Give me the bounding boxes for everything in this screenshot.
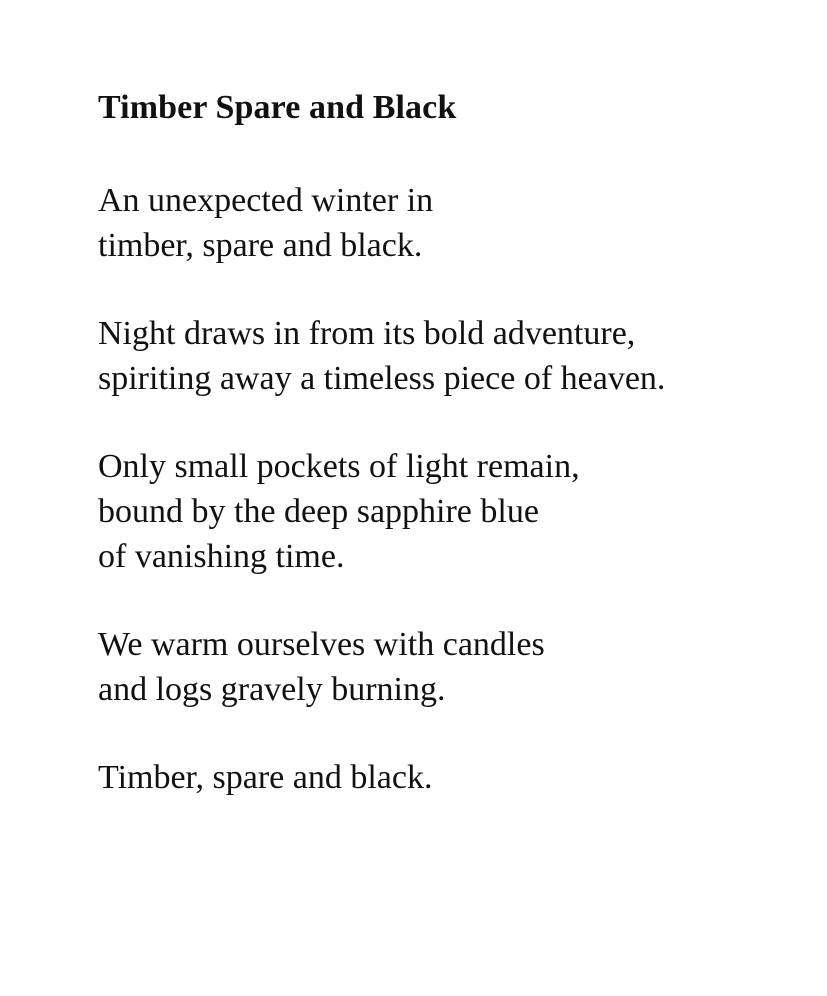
- poem-line: and logs gravely burning.: [98, 671, 446, 708]
- poem-line: bound by the deep sapphire blue: [98, 493, 539, 530]
- stanza-4: [98, 622, 798, 712]
- stanza-1: [98, 178, 798, 268]
- poem-line: spiriting away a timeless piece of heaven.: [98, 360, 666, 397]
- poem-title: Timber Spare and Black: [98, 89, 457, 126]
- poem-line: We warm ourselves with candles: [98, 626, 545, 663]
- poem-line: Timber, spare and black.: [98, 759, 433, 796]
- poem-line: of vanishing time.: [98, 538, 345, 575]
- poem-line: timber, spare and black.: [98, 227, 423, 264]
- stanza-2: [98, 311, 798, 401]
- poem-line: Only small pockets of light remain,: [98, 448, 580, 485]
- stanza-3: [98, 444, 798, 579]
- poem-page: [98, 86, 798, 843]
- poem-body: [98, 178, 798, 800]
- poem-line: An unexpected winter in: [98, 182, 434, 219]
- poem-line: Night draws in from its bold adventure,: [98, 315, 636, 352]
- stanza-5: [98, 755, 798, 800]
